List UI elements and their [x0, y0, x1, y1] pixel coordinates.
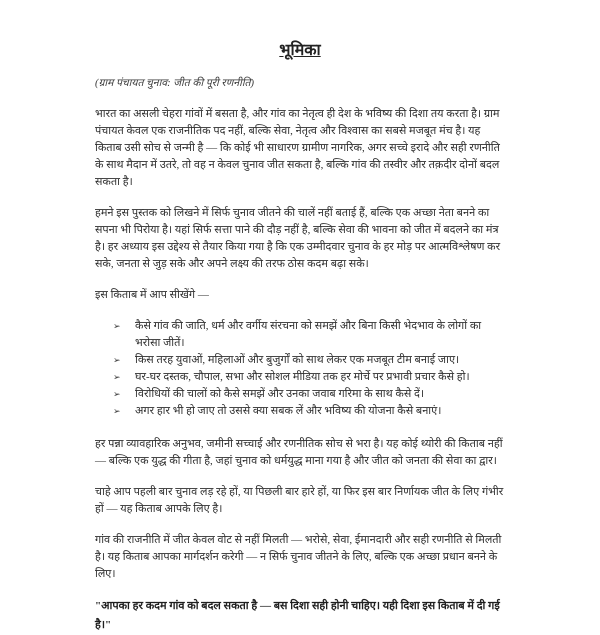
list-item — [95, 386, 505, 403]
list-item-text: विरोधियों की चालों को कैसे समझें और उनका जवाब गरिमा के साथ कैसे दें। — [135, 388, 425, 400]
arrow-bullet-icon: ➢ — [113, 321, 121, 331]
closing-quote: "आपका हर कदम गांव को बदल सकता है — बस दिशा सही होनी चाहिए। यही दिशा इस किताब में दी गई है।" — [95, 600, 500, 631]
list-item-text: कैसे गांव की जाति, धर्म और वर्गीय संरचना को समझें और बिना किसी भेदभाव के लोगों का भरोसा जीतें। — [135, 320, 482, 349]
learning-points-list — [95, 318, 505, 420]
intro-paragraph-2: हमने इस पुस्तक को लिखने में सिर्फ चुनाव जीतने की चालें नहीं बताई हैं, बल्कि एक अच्छा नेता बनने का सपना भी पिरोया है। यहां सिर्फ सत्ता पाने की दौड़ नहीं है, बल्कि सेवा की भावना को जीत में बदलने का मंत्र है। हर अध्याय इस उद्देश्य से तैयार किया गया है कि एक उम्मीदवार चुनाव के हर मोड़ पर आत्मविश्लेषण कर सके, जनता से जुड़ सके और अपने लक्ष्य की तरफ ठोस कदम बढ़ा सके। — [95, 207, 501, 270]
list-intro: इस किताब में आप सीखेंगे — — [95, 289, 209, 301]
page-title: भूमिका — [279, 42, 321, 59]
body-paragraph-5: गांव की राजनीति में जीत केवल वोट से नहीं मिलती — भरोसे, सेवा, ईमानदारी और सही रणनीति से मिलती है। यह किताब आपका मार्गदर्शन करेगी — न सिर्फ चुनाव जीतने के लिए, बल्कि एक अच्छा प्रधान बनने के लिए। — [95, 534, 502, 580]
list-item — [95, 318, 505, 352]
arrow-bullet-icon: ➢ — [113, 372, 121, 382]
arrow-bullet-icon: ➢ — [113, 389, 121, 399]
arrow-bullet-icon: ➢ — [113, 355, 121, 365]
body-paragraph-3: हर पन्ना व्यावहारिक अनुभव, जमीनी सच्चाई और रणनीतिक सोच से भरा है। यह कोई थ्योरी की किताब नहीं — बल्कि एक युद्ध की गीता है, जहां चुनाव को धर्मयुद्ध माना गया है और जीत को जनता की सेवा का द्वार। — [95, 438, 503, 467]
list-item — [95, 369, 505, 386]
list-item-text: घर-घर दस्तक, चौपाल, सभा और सोशल मीडिया तक हर मोर्चे पर प्रभावी प्रचार कैसे हो। — [135, 371, 470, 383]
document-subtitle: (ग्राम पंचायत चुनाव: जीत की पूरी रणनीति) — [95, 78, 255, 89]
list-item-text: अगर हार भी हो जाए तो उससे क्या सबक लें और भविष्य की योजना कैसे बनाएं। — [135, 405, 442, 417]
list-item — [95, 403, 505, 420]
body-paragraph-4: चाहे आप पहली बार चुनाव लड़ रहे हों, या पिछली बार हारे हों, या फिर इस बार निर्णायक जीत के लिए गंभीर हों — यह किताब आपके लिए है। — [95, 486, 504, 515]
intro-paragraph-1: भारत का असली चेहरा गांवों में बसता है, और गांव का नेतृत्व ही देश के भविष्य की दिशा तय करता है। ग्राम पंचायत केवल एक राजनीतिक पद नहीं, बल्कि सेवा, नेतृत्व और विश्वास का सबसे मजबूत मंच है। यह किताब उसी सोच से जन्मी है — कि कोई भी साधारण ग्रामीण नागरिक, अगर सच्चे इरादे और सही रणनीति के साथ मैदान में उतरे, तो वह न केवल चुनाव जीत सकता है, बल्कि गांव की तस्वीर और तक़दीर दोनों बदल सकता है। — [95, 108, 500, 188]
list-item — [95, 352, 505, 369]
arrow-bullet-icon: ➢ — [113, 406, 121, 416]
list-item-text: किस तरह युवाओं, महिलाओं और बुजुर्गों को साथ लेकर एक मजबूत टीम बनाई जाए। — [135, 354, 460, 366]
